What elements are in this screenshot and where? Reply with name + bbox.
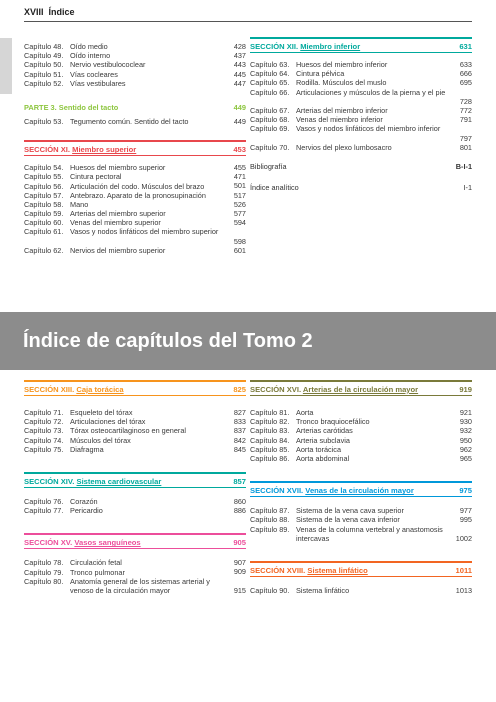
indice-analitico-entry[interactable]: Índice analítico I-1 <box>250 182 472 192</box>
toc-row[interactable]: Capítulo 69. Vasos y nodos linfáticos del miembro inferior 797 <box>250 124 472 143</box>
toc-row[interactable]: Capítulo 65. Rodilla. Músculos del muslo 695 <box>250 78 472 88</box>
section-xvii-heading[interactable] <box>250 481 472 497</box>
section-page: 919 <box>459 385 472 394</box>
section-bar <box>24 380 246 382</box>
toc-row[interactable]: Capítulo 66. Articulaciones y músculos de la pierna y el pie 728 <box>250 87 472 106</box>
section-page: 857 <box>233 476 246 486</box>
section-bar <box>250 481 472 483</box>
section-underline <box>24 395 246 396</box>
section-label: SECCIÓN XIII. Caja torácica <box>24 385 124 394</box>
toc-row[interactable]: Capítulo 62. Nervios del miembro superior 601 <box>24 245 246 255</box>
section-xiv-heading[interactable] <box>24 472 246 488</box>
toc-row[interactable]: Capítulo 58. Mano 526 <box>24 199 246 209</box>
toc-row[interactable]: Capítulo 55. Cintura pectoral 471 <box>24 172 246 182</box>
toc-row[interactable]: Capítulo 51. Vías cocleares 445 <box>24 69 246 79</box>
toc-bottom-left <box>24 380 246 595</box>
part-page: 449 <box>233 102 246 112</box>
section-label: SECCIÓN XV. Vasos sanguíneos <box>24 538 141 548</box>
toc-row[interactable]: Capítulo 77. Pericardio 886 <box>24 506 246 516</box>
section-underline <box>250 576 472 577</box>
header-text: XVIII Índice <box>24 7 75 17</box>
toc-bottom-right <box>250 380 472 595</box>
toc-row[interactable]: Capítulo 74. Músculos del tórax 842 <box>24 435 246 445</box>
section-bar <box>250 37 472 39</box>
banner-title: Índice de capítulos del Tomo 2 <box>23 330 313 352</box>
toc-row[interactable]: Capítulo 85. Aorta torácica 962 <box>250 444 472 454</box>
toc-row[interactable]: Capítulo 57. Antebrazo. Aparato de la pronosupinación 517 <box>24 190 246 200</box>
toc-row[interactable]: Capítulo 53. Tegumento común. Sentido del tacto 449 <box>24 116 246 126</box>
toc-row[interactable]: Capítulo 79. Tronco pulmonar 909 <box>24 567 246 577</box>
section-page: 825 <box>233 385 246 394</box>
toc-row[interactable]: Capítulo 75. Diafragma 845 <box>24 444 246 454</box>
toc-row[interactable]: Capítulo 76. Corazón 860 <box>24 496 246 506</box>
toc-row[interactable]: Capítulo 84. Arteria subclavia 950 <box>250 435 472 445</box>
toc-row[interactable]: Capítulo 87. Sistema de la vena cava superior 977 <box>250 506 472 516</box>
toc-row[interactable]: Capítulo 83. Arterias carótidas 932 <box>250 426 472 436</box>
toc-row[interactable]: Capítulo 52. Vías vestibulares 447 <box>24 78 246 88</box>
toc-row[interactable]: Capítulo 61. Vasos y nodos linfáticos del miembro superior 598 <box>24 227 246 246</box>
bibliografia-entry[interactable]: Bibliografía B-I-1 <box>250 161 472 171</box>
running-header <box>0 0 496 22</box>
part-heading-label: PARTE 3. Sentido del tacto <box>24 102 119 112</box>
section-bar <box>24 533 246 535</box>
toc-row[interactable]: Capítulo 54. Huesos del miembro superior 455 <box>24 163 246 173</box>
section-label: SECCIÓN XII. Miembro inferior <box>250 42 361 51</box>
toc-row[interactable]: Capítulo 60. Venas del miembro superior 594 <box>24 218 246 228</box>
toc-top-left <box>24 42 246 255</box>
section-xviii-heading[interactable] <box>250 561 472 577</box>
section-page: 453 <box>233 145 246 155</box>
toc-row[interactable]: Capítulo 70. Nervios del plexo lumbosacro 801 <box>250 142 472 152</box>
section-xvi-heading[interactable] <box>250 380 472 396</box>
toc-row[interactable]: Capítulo 81. Aorta 921 <box>250 407 472 417</box>
toc-row[interactable]: Capítulo 48. Oído medio 428 <box>24 41 246 51</box>
section-underline <box>250 395 472 396</box>
section-underline <box>24 155 246 156</box>
section-label: SECCIÓN XVII. Venas de la circulación mayor <box>250 486 414 496</box>
section-underline <box>24 487 246 488</box>
toc-row[interactable]: Capítulo 59. Arterias del miembro superior 577 <box>24 209 246 219</box>
toc-row[interactable]: Capítulo 78. Circulación fetal 907 <box>24 558 246 568</box>
section-label: SECCIÓN XIV. Sistema cardiovascular <box>24 476 162 486</box>
section-bar <box>250 561 472 563</box>
section-underline <box>250 52 472 53</box>
header-rule <box>24 21 472 22</box>
section-underline <box>24 548 246 549</box>
toc-row[interactable]: Capítulo 50. Nervio vestibulococlear 443 <box>24 60 246 70</box>
volume-2-banner <box>0 312 496 370</box>
section-page: 1011 <box>455 565 472 575</box>
section-page: 905 <box>233 538 246 548</box>
toc-row[interactable]: Capítulo 80. Anatomía general de los sistemas arterial y venoso de la circulación mayor 915 <box>24 576 246 595</box>
toc-row[interactable]: Capítulo 49. Oído interno 437 <box>24 51 246 61</box>
toc-row[interactable]: Capítulo 71. Esqueleto del tórax 827 <box>24 407 246 417</box>
section-xv-heading[interactable] <box>24 533 246 549</box>
section-page: 975 <box>459 486 472 496</box>
section-label: SECCIÓN XI. Miembro superior <box>24 145 137 155</box>
section-page: 631 <box>459 42 472 51</box>
toc-row[interactable]: Capítulo 90. Sistema linfático 1013 <box>250 585 472 595</box>
section-underline <box>250 496 472 497</box>
section-label: SECCIÓN XVI. Arterias de la circulación mayor <box>250 385 419 394</box>
toc-row[interactable]: Capítulo 73. Tórax osteocartilaginoso en general 837 <box>24 426 246 436</box>
toc-row[interactable]: Capítulo 56. Articulación del codo. Músculos del brazo 501 <box>24 181 246 191</box>
section-bar <box>24 140 246 142</box>
toc-top-right <box>250 37 472 194</box>
toc-row[interactable]: Capítulo 72. Articulaciones del tórax 833 <box>24 417 246 427</box>
toc-row[interactable]: Capítulo 88. Sistema de la vena cava inferior 995 <box>250 515 472 525</box>
section-xiii-heading[interactable] <box>24 380 246 396</box>
toc-row[interactable]: Capítulo 86. Aorta abdominal 965 <box>250 453 472 463</box>
toc-row[interactable]: Capítulo 67. Arterias del miembro inferior 772 <box>250 105 472 115</box>
toc-row[interactable]: Capítulo 89. Venas de la columna vertebral y anastomosis intercavas 1002 <box>250 524 472 543</box>
section-bar <box>24 472 246 474</box>
toc-row[interactable]: Capítulo 64. Cintura pélvica 666 <box>250 69 472 79</box>
section-xi-heading[interactable] <box>24 140 246 156</box>
part-3-heading[interactable] <box>24 103 246 115</box>
section-label: SECCIÓN XVIII. Sistema linfático <box>250 565 368 575</box>
thumb-tab <box>0 38 12 94</box>
section-xii-heading[interactable] <box>250 37 472 53</box>
toc-row[interactable]: Capítulo 82. Tronco braquiocefálico 930 <box>250 417 472 427</box>
toc-row[interactable]: Capítulo 63. Huesos del miembro inferior 633 <box>250 59 472 69</box>
toc-row[interactable]: Capítulo 68. Venas del miembro inferior 791 <box>250 115 472 125</box>
section-bar <box>250 380 472 382</box>
